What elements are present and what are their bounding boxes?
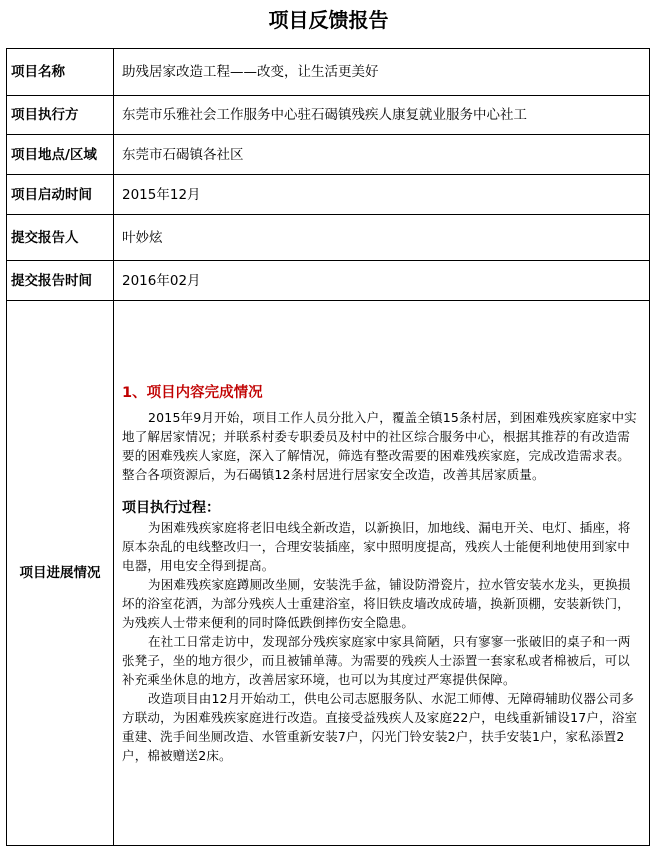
value-start-time: 2015年12月 (114, 175, 650, 215)
row-progress (7, 301, 650, 846)
section-heading-process: 项目执行过程： (122, 499, 220, 516)
label-start-time: 项目启动时间 (7, 175, 114, 215)
label-project-name: 项目名称 (7, 49, 114, 96)
label-location: 项目地点/区域 (7, 135, 114, 175)
report-title: 项目反馈报告 (268, 8, 389, 32)
value-report-time: 2016年02月 (114, 261, 650, 301)
value-project-name: 助残居家改造工程——改变，让生活更美好 (114, 49, 650, 96)
value-location: 东莞市石碣镇各社区 (114, 135, 650, 175)
label-executor: 项目执行方 (7, 96, 114, 135)
paragraph-bathroom: 为困难残疾家庭蹲厕改坐厕，安装洗手盆，铺设防滑瓷片，拉水管安装水龙头，更换损坏的浴室花洒，为部分残疾人士重建浴室，将旧铁皮墙改成砖墙，换新顶棚，安装新铁门，为残疾人士带来便利的同时降低跌倒摔伤安全隐患。 (122, 576, 631, 630)
row-project-name (7, 49, 650, 96)
row-reporter (7, 215, 650, 261)
label-progress: 项目进展情况 (7, 301, 114, 846)
paragraph-electrical: 为困难残疾家庭将老旧电线全新改造，以新换旧，加地线、漏电开关、电灯、插座，将原本杂乱的电线整改归一，合理安装插座，家中照明度提高，残疾人士能便利地使用到家中电器，用电安全得到提高。 (122, 519, 631, 573)
paragraph-completion: 2015年9月开始，项目工作人员分批入户，覆盖全镇15条村居，到困难残疾家庭家中实地了解居家情况；并联系村委专职委员及村中的社区综合服务中心，根据其推荐的有改造需要的困难残疾人家庭，深入了解情况，筛选有整改需要的困难残疾家庭，完成改造需求表。整合各项资源后，为石碣镇12条村居进行居家安全改造，改善其居家质量。 (122, 409, 637, 482)
value-executor: 东莞市乐雅社会工作服务中心驻石碣镇残疾人康复就业服务中心社工 (114, 96, 650, 135)
value-reporter: 叶妙炫 (114, 215, 650, 261)
section-heading-completion: 1、项目内容完成情况 (122, 384, 263, 401)
label-reporter: 提交报告人 (7, 215, 114, 261)
row-report-time (7, 261, 650, 301)
report-table (6, 48, 650, 846)
progress-content (114, 301, 650, 846)
paragraph-summary: 改造项目由12月开始动工，供电公司志愿服务队、水泥工师傅、无障碍辅助仪器公司多方联动，为困难残疾家庭进行改造。直接受益残疾人及家庭22户，电线重新铺设17户，浴室重建、洗手间坐厕改造、水管重新安装7户，闪光门铃安装2户，扶手安装1户，家私添置2户，棉被赠送2床。 (122, 690, 638, 763)
row-location (7, 135, 650, 175)
row-start-time (7, 175, 650, 215)
row-executor (7, 96, 650, 135)
label-report-time: 提交报告时间 (7, 261, 114, 301)
paragraph-furniture: 在社工日常走访中，发现部分残疾家庭家中家具简陋，只有寥寥一张破旧的桌子和一两张凳子，坐的地方很少，而且被铺单薄。为需要的残疾人士添置一套家私或者棉被后，可以补充乘坐休息的地方，改善居家环境，也可以为其度过严寒提供保障。 (122, 633, 631, 687)
